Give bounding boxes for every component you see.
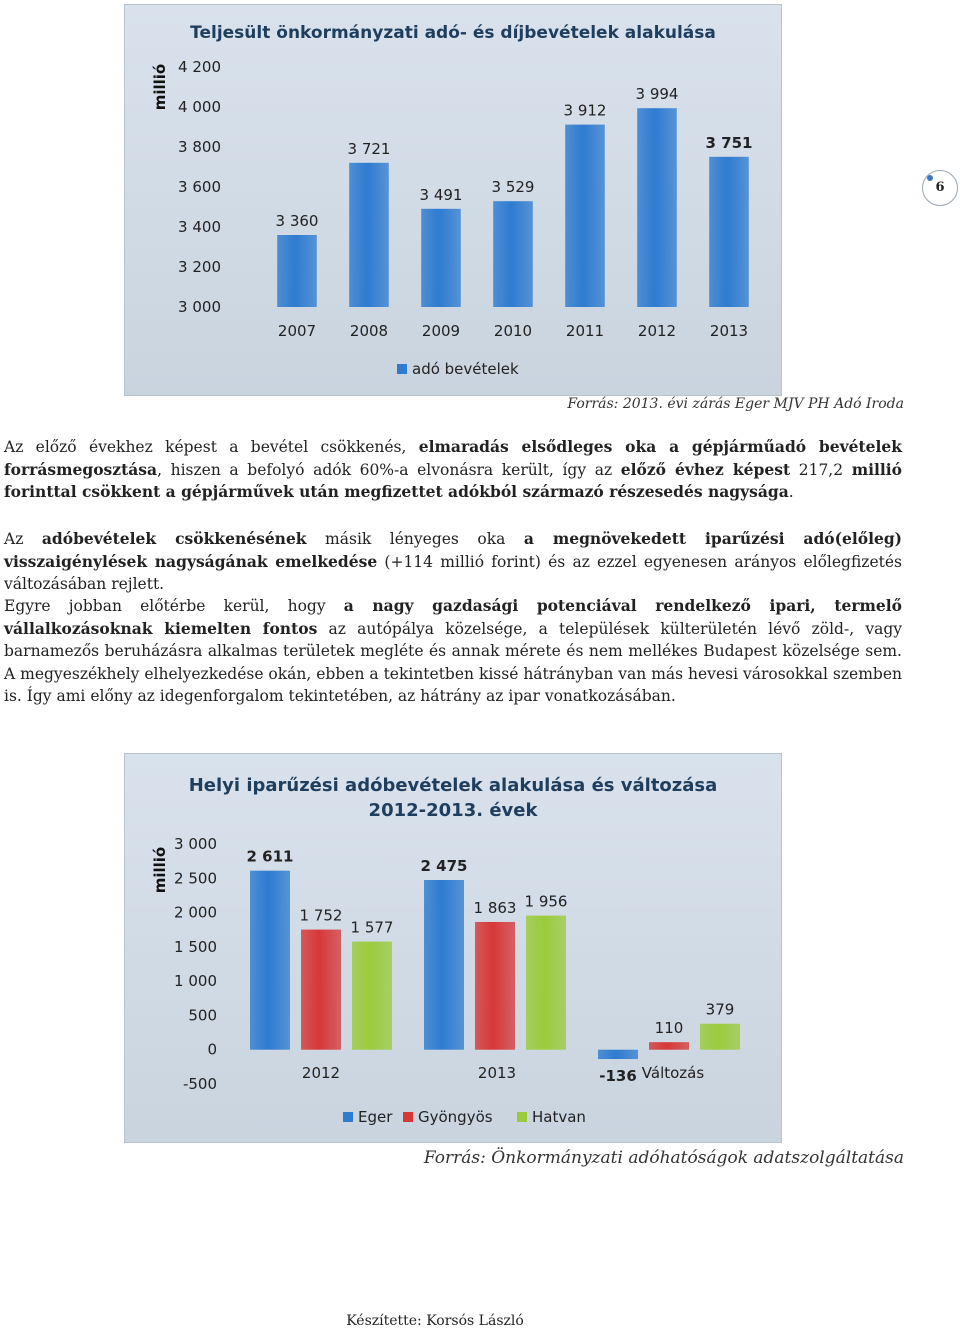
chart1-source: Forrás: 2013. évi zárás Eger MJV PH Adó Iroda	[567, 396, 904, 412]
chart1-value-label: 3 529	[491, 178, 535, 197]
paragraph-run: .	[788, 483, 794, 501]
chart1-xtick: 2010	[493, 322, 533, 340]
chart2-value-label: -136	[599, 1067, 637, 1086]
paragraph-run: az autópálya közelsége, a települések külterületén lévő zöld-, vagy barnamezős beruházásra alkalmas területek megléte és annak mérete és nem mellékes Budapest közelsége sem. A megyeszékhely elhelyezkedése okán, ebben a tekintetben kissé hátrányban van más hevesi városokkal szemben is. Így ami előny az idegenforgalom tekintetében, az hátrány az ipar vonatkozásában.	[4, 619, 902, 705]
chart2-ytick: -500	[182, 1075, 217, 1093]
chart1-ytick: 4 200	[178, 58, 221, 76]
chart2-title: Helyi iparűzési adóbevételek alakulása és változása	[188, 775, 718, 796]
chart1-legend-label: adó bevételek	[412, 360, 519, 378]
chart2-legend-swatch	[343, 1112, 353, 1122]
tax-revenue-chart	[124, 4, 782, 396]
page-number: 6	[935, 180, 945, 195]
chart1-xtick: 2009	[421, 322, 461, 340]
chart2-ytick: 2 000	[174, 903, 217, 922]
chart1-value-label: 3 912	[563, 101, 607, 120]
chart2-bar-hatvan	[526, 916, 566, 1050]
chart1-ytick: 4 000	[178, 98, 221, 116]
chart2-value-label: 379	[705, 1000, 735, 1019]
chart1-value-label: 3 994	[635, 85, 679, 104]
chart2-legend-label: Hatvan	[532, 1108, 586, 1126]
chart2-value-label: 1 863	[473, 898, 517, 917]
chart2-bar-eger	[598, 1050, 638, 1059]
footer-author: Készítette: Korsós László	[346, 1313, 524, 1329]
chart1-xtick: 2012	[637, 322, 677, 340]
chart2-value-label: 2 611	[246, 847, 294, 866]
chart2-value-label: 1 956	[524, 892, 568, 911]
chart2-bar-gyöngyös	[301, 930, 341, 1050]
chart1-value-label: 3 360	[275, 212, 319, 230]
chart2-bar-eger	[250, 871, 290, 1050]
chart2-ytick: 1 000	[174, 972, 217, 991]
chart1-bar	[349, 163, 389, 307]
chart2-bar-gyöngyös	[475, 922, 515, 1050]
paragraph-run: (+114 millió forint) és az ezzel egyenesen arányos előlegfizetés változásában rejlett.	[4, 552, 902, 593]
paragraph-run: a nagy gazdasági potenciával rendelkező ipari, termelő vállalkozásoknak kiemelten fontos	[4, 596, 902, 638]
chart1-legend-swatch	[397, 364, 407, 374]
chart2-ytick: 2 500	[174, 869, 217, 888]
business-tax-chart-svg	[125, 754, 781, 1142]
chart2-value-label: 1 752	[299, 906, 343, 925]
business-tax-chart	[124, 753, 782, 1143]
paragraph-run: elmaradás elsődleges oka a gépjárműadó bevételek forrásmegosztása	[4, 437, 902, 479]
paragraph-run: másik lényeges oka	[306, 530, 524, 548]
chart1-value-label: 3 721	[347, 139, 391, 158]
chart2-legend-label: Eger	[358, 1108, 393, 1126]
chart2-source: Forrás: Önkormányzati adóhatóságok adatszolgáltatása	[423, 1148, 904, 1168]
chart1-ytick: 3 800	[178, 138, 221, 156]
page-number-badge	[922, 170, 958, 206]
chart1-bar	[421, 209, 461, 307]
chart1-ytick: 3 400	[178, 218, 221, 236]
chart1-title: Teljesült önkormányzati adó- és díjbevételek alakulása	[190, 23, 716, 43]
chart2-xtick: 2013	[477, 1064, 517, 1082]
chart2-ytick: 1 500	[174, 937, 217, 956]
chart1-ytick: 3 000	[178, 298, 221, 316]
chart1-xtick: 2008	[349, 322, 389, 340]
chart1-ytick: 3 200	[178, 258, 221, 276]
chart2-legend-label: Gyöngyös	[418, 1108, 493, 1126]
paragraph-run: , hiszen a befolyó adók 60%-a elvonásra került, így az	[157, 460, 621, 479]
chart1-ylabel: millió	[151, 63, 169, 111]
chart1-bar	[277, 235, 317, 307]
chart1-bar	[709, 157, 749, 307]
chart1-bar	[565, 125, 605, 307]
paragraph-run: a megnövekedett iparűzési adó(előleg) visszaigénylések nagyságának emelkedése	[4, 529, 902, 571]
chart2-ytick: 3 000	[174, 835, 217, 853]
chart2-ytick: 500	[188, 1006, 217, 1025]
chart2-bar-hatvan	[700, 1024, 740, 1050]
chart2-bar-gyöngyös	[649, 1042, 689, 1050]
paragraph-run: 217,2	[790, 460, 852, 479]
chart2-value-label: 1 577	[350, 918, 394, 937]
paragraph-1	[4, 436, 902, 504]
paragraph-run: Az előző évekhez képest a bevétel csökkenés,	[4, 438, 419, 456]
paragraph-2	[4, 528, 902, 596]
chart1-value-label: 3 751	[705, 133, 753, 152]
chart2-ytick: 0	[207, 1040, 217, 1059]
chart1-bar	[493, 201, 533, 307]
chart1-xtick: 2011	[565, 322, 605, 340]
paragraph-run: Az	[4, 530, 42, 548]
chart1-value-label: 3 491	[419, 185, 463, 204]
paragraph-run: millió forinttal csökkent a gépjárművek után megfizettet adókból származó részesedés nagysága	[4, 459, 902, 501]
badge-dot-icon	[927, 175, 933, 181]
chart2-legend-swatch	[517, 1112, 527, 1122]
chart2-bar-eger	[424, 880, 464, 1050]
paragraph-3	[4, 595, 902, 708]
chart2-bar-hatvan	[352, 942, 392, 1050]
chart2-subtitle: 2012-2013. évek	[368, 800, 538, 821]
chart2-ylabel: millió	[151, 846, 169, 894]
chart2-value-label: 2 475	[420, 857, 468, 875]
chart2-legend-swatch	[403, 1112, 413, 1122]
chart1-xtick: 2013	[709, 322, 749, 340]
chart1-bar	[637, 108, 677, 307]
chart1-xtick: 2007	[277, 322, 317, 340]
chart1-ytick: 3 600	[178, 178, 221, 196]
chart2-xtick: 2012	[301, 1064, 341, 1082]
paragraph-run: előző évhez képest	[620, 459, 791, 479]
paragraph-run: adóbevételek csökkenésének	[41, 529, 307, 548]
chart2-xtick: Változás	[641, 1064, 705, 1082]
tax-revenue-chart-svg	[125, 5, 781, 395]
paragraph-run: Egyre jobban előtérbe kerül, hogy	[4, 597, 344, 615]
chart2-value-label: 110	[654, 1019, 684, 1038]
